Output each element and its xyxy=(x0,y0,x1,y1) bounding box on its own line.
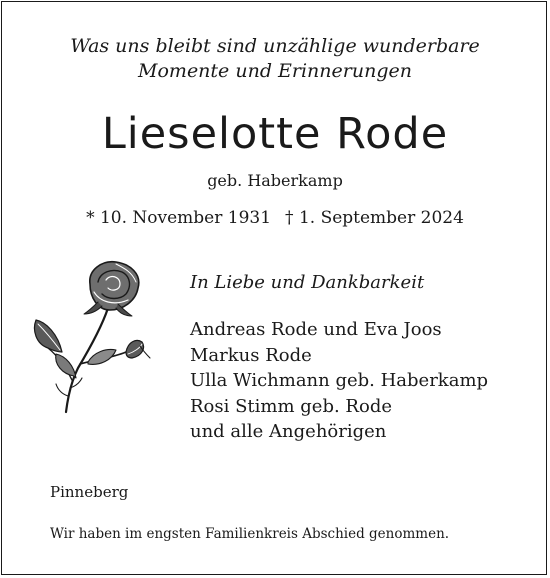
rose-icon xyxy=(32,256,152,416)
mourner-name: Andreas Rode und Eva Joos xyxy=(190,319,442,340)
mourner-name: Ulla Wichmann geb. Haberkamp xyxy=(190,370,489,391)
mourner-name: und alle Angehörigen xyxy=(190,421,387,442)
birth-date: * 10. November 1931 xyxy=(86,208,272,228)
maiden-name: geb. Haberkamp xyxy=(207,171,343,190)
place: Pinneberg xyxy=(50,483,129,501)
motto-line-1: Was uns bleibt sind unzählige wunderbare xyxy=(70,35,480,57)
mourners-list xyxy=(190,317,488,445)
motto-line-2: Momente und Erinnerungen xyxy=(138,60,412,82)
footer-note: Wir haben im engsten Familienkreis Abschied genommen. xyxy=(50,526,450,542)
death-date: † 1. September 2024 xyxy=(285,208,464,228)
mourner-name: Markus Rode xyxy=(190,344,312,366)
mourner-name: Rosi Stimm geb. Rode xyxy=(190,395,392,417)
life-dates xyxy=(0,206,550,230)
thanks-line: In Liebe und Dankbarkeit xyxy=(190,272,425,293)
deceased-name: Lieselotte Rode xyxy=(101,109,449,159)
